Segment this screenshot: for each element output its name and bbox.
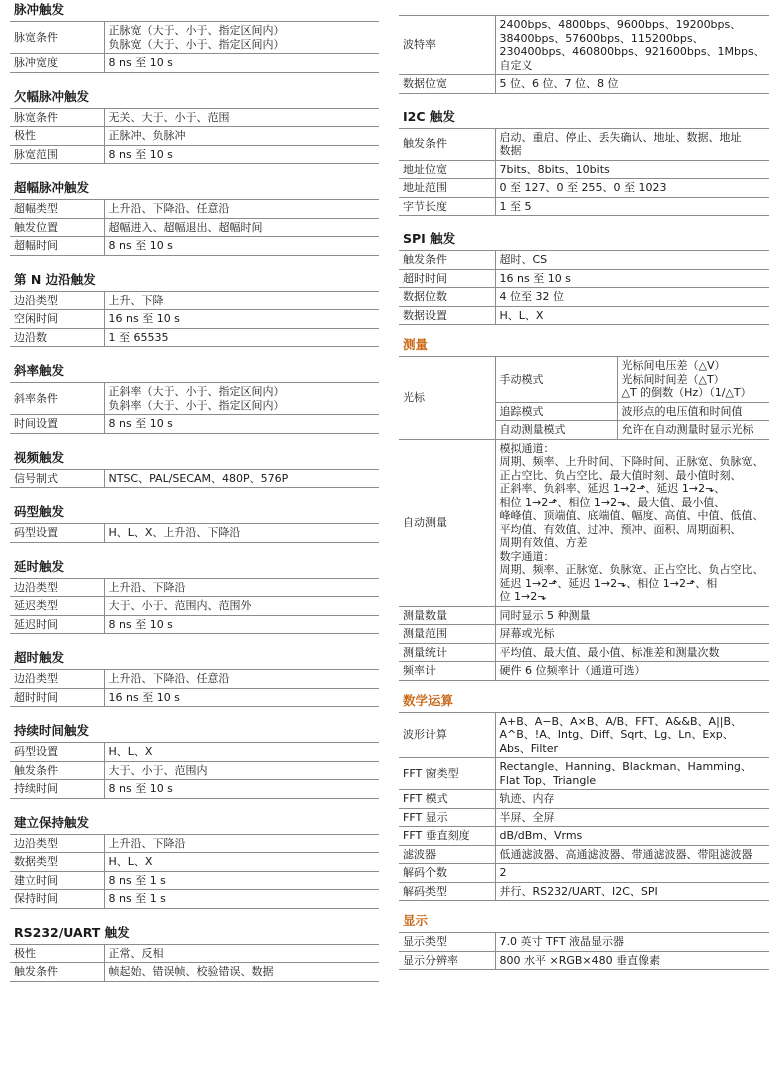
spec-table: [10, 669, 379, 707]
row-value: 800 水平 ×RGB×480 垂直像素: [495, 951, 769, 970]
table-row: [10, 54, 379, 73]
spec-table: [10, 742, 379, 799]
section-title: 欠幅脉冲触发: [14, 88, 90, 104]
row-key: 边沿数: [10, 328, 104, 347]
row-key: 触发条件: [399, 251, 495, 270]
table-row: [399, 128, 769, 160]
row-value: NTSC、PAL/SECAM、480P、576P: [104, 469, 379, 488]
row-value: H、L、X: [104, 853, 379, 872]
table-row: [10, 761, 379, 780]
spec-section: [10, 813, 379, 909]
section-title: 斜率触发: [14, 363, 65, 378]
row-key: 波形计算: [399, 712, 495, 758]
row-value: 1 至 65535: [104, 328, 379, 347]
row-key: 超幅时间: [10, 237, 104, 256]
table-row: [399, 882, 769, 901]
row-value: 正常、反相: [104, 944, 379, 963]
table-row: [10, 237, 379, 256]
table-row: [10, 524, 379, 543]
section-title: 第 N 边沿触发: [14, 271, 96, 287]
row-value: 大于、小于、范围内: [104, 761, 379, 780]
row-key: 频率计: [399, 662, 495, 681]
row-value: 帧起始、错误帧、校验错误、数据: [104, 963, 379, 982]
section-title: RS232/UART 触发: [14, 924, 130, 940]
row-value: 7bits、8bits、10bits: [495, 160, 769, 179]
table-row: [399, 251, 769, 270]
cursor-mode-value: 波形点的电压值和时间值: [617, 402, 769, 421]
display-table: [399, 932, 769, 970]
table-row: [399, 951, 769, 970]
row-key: FFT 垂直刻度: [399, 827, 495, 846]
spec-table: [10, 21, 379, 73]
table-row: [10, 578, 379, 597]
table-row: [10, 328, 379, 347]
measure-table: [399, 356, 769, 681]
spec-table: [10, 469, 379, 489]
table-row: [10, 291, 379, 310]
table-row: [399, 606, 769, 625]
row-key: 地址范围: [399, 179, 495, 198]
row-key: 数据类型: [10, 853, 104, 872]
row-value: 超时、CS: [495, 251, 769, 270]
table-row: [399, 758, 769, 790]
row-key: 码型设置: [10, 743, 104, 762]
table-row: [10, 218, 379, 237]
table-row: [10, 670, 379, 689]
table-row: [399, 933, 769, 952]
table-row: [10, 145, 379, 164]
row-value: 低通滤波器、高通滤波器、带通滤波器、带阻滤波器: [495, 845, 769, 864]
spec-table: [10, 578, 379, 635]
table-row: [399, 662, 769, 681]
section-title: 建立保持触发: [14, 814, 90, 830]
i2c-title: I2C 触发: [403, 108, 455, 124]
row-value: 8 ns 至 10 s: [104, 145, 379, 164]
row-key: 地址位宽: [399, 160, 495, 179]
row-key: 建立时间: [10, 871, 104, 890]
row-value: 半屏、全屏: [495, 808, 769, 827]
row-key: 测量范围: [399, 625, 495, 644]
row-value: 8 ns 至 10 s: [104, 54, 379, 73]
table-row: [399, 712, 769, 758]
spec-section: [10, 0, 379, 73]
row-key: 延迟时间: [10, 615, 104, 634]
spec-section: [10, 721, 379, 799]
table-row: [399, 790, 769, 809]
row-key: 保持时间: [10, 890, 104, 909]
row-key: 边沿类型: [10, 578, 104, 597]
spec-table: [10, 523, 379, 543]
row-key: 空闲时间: [10, 310, 104, 329]
table-row: [10, 834, 379, 853]
spec-section: [10, 923, 379, 982]
row-value: 大于、小于、范围内、范围外: [104, 597, 379, 616]
cursor-mode-value: 光标间电压差（△V） 光标间时间差（△T） △T 的倒数（Hz）（1/△T）: [617, 357, 769, 403]
table-row: [399, 179, 769, 198]
auto-measure-items: 模拟通道： 周期、频率、上升时间、下降时间、正脉宽、负脉宽、 正占空比、负占空比、最大值时刻、最小值时刻、 正斜率、负斜率、延迟 1→2⬏、延迟 1→2⬎、 相位 1→2⬏、相位 1→2⬎、最大值、最小值、 峰峰值、顶端值、底端值、幅度、高值、中值、低值、 平均值、有效值、过冲、预冲、面积、周期面积、 周期有效值、方差 数字通道： 周期、频率、正脉宽、负脉宽、正占空比、负占空比、 延迟 1→2⬏、延迟 1→2⬎、相位 1→2⬏、相 位 1→2⬎: [495, 439, 769, 606]
table-row: [10, 200, 379, 219]
row-key: 延迟类型: [10, 597, 104, 616]
row-key: 脉冲宽度: [10, 54, 104, 73]
row-value: 2: [495, 864, 769, 883]
row-value: 屏幕或光标: [495, 625, 769, 644]
row-key: 数据设置: [399, 306, 495, 325]
spec-section: [10, 178, 379, 256]
cursor-label: 光标: [399, 357, 495, 440]
table-row: [399, 16, 769, 75]
table-row: [10, 871, 379, 890]
table-row: [399, 306, 769, 325]
row-key: 解码个数: [399, 864, 495, 883]
row-value: 上升沿、下降沿、任意沿: [104, 200, 379, 219]
row-value: 8 ns 至 1 s: [104, 890, 379, 909]
row-value: 2400bps、4800bps、9600bps、19200bps、 38400bps、57600bps、115200bps、 230400bps、460800bps、921600bps、1Mbps、 自定义: [495, 16, 769, 75]
row-value: 8 ns 至 1 s: [104, 871, 379, 890]
row-value: 平均值、最大值、最小值、标准差和测量次数: [495, 643, 769, 662]
table-row: [10, 597, 379, 616]
spi-table: [399, 250, 769, 325]
spec-table: [10, 834, 379, 909]
row-value: 7.0 英寸 TFT 液晶显示器: [495, 933, 769, 952]
row-key: 解码类型: [399, 882, 495, 901]
table-row: [10, 108, 379, 127]
spec-section: [10, 361, 379, 434]
section-title: 超时触发: [14, 650, 65, 665]
row-key: 触发位置: [10, 218, 104, 237]
display-title: 显示: [403, 913, 429, 928]
spec-section: [10, 648, 379, 707]
row-key: 字节长度: [399, 197, 495, 216]
section-title: 视频触发: [14, 449, 65, 465]
row-key: 信号制式: [10, 469, 104, 488]
row-value: 8 ns 至 10 s: [104, 237, 379, 256]
row-value: 同时显示 5 种测量: [495, 606, 769, 625]
table-row: [10, 743, 379, 762]
cursor-mode-value: 允许在自动测量时显示光标: [617, 421, 769, 440]
spec-section: [10, 557, 379, 635]
row-value: 16 ns 至 10 s: [104, 310, 379, 329]
spec-table: [10, 199, 379, 256]
row-value: 1 至 5: [495, 197, 769, 216]
row-key: 脉宽条件: [10, 108, 104, 127]
row-value: 并行、RS232/UART、I2C、SPI: [495, 882, 769, 901]
row-key: 显示分辨率: [399, 951, 495, 970]
row-value: 0 至 127、0 至 255、0 至 1023: [495, 179, 769, 198]
row-value: 超幅进入、超幅退出、超幅时间: [104, 218, 379, 237]
section-title: 延时触发: [14, 558, 65, 574]
table-row: [10, 469, 379, 488]
table-row: [10, 383, 379, 415]
row-key: 超时时间: [10, 688, 104, 707]
table-row: [10, 963, 379, 982]
table-row: [399, 269, 769, 288]
spec-section: [10, 448, 379, 489]
row-key: 触发条件: [10, 963, 104, 982]
table-row: [399, 845, 769, 864]
row-value: 上升沿、下降沿、任意沿: [104, 670, 379, 689]
math-title: 数学运算: [403, 692, 454, 708]
row-value: dB/dBm、Vrms: [495, 827, 769, 846]
table-row: [10, 127, 379, 146]
row-value: 8 ns 至 10 s: [104, 615, 379, 634]
spec-table: [10, 108, 379, 165]
row-value: 5 位、6 位、7 位、8 位: [495, 75, 769, 94]
cursor-mode: 追踪模式: [495, 402, 617, 421]
table-row: [399, 197, 769, 216]
rs232-continued-table: [399, 15, 769, 94]
table-row: [10, 310, 379, 329]
table-row: [399, 160, 769, 179]
row-value: 轨迹、内存: [495, 790, 769, 809]
row-key: 边沿类型: [10, 670, 104, 689]
spec-table: [10, 291, 379, 348]
row-key: 测量数量: [399, 606, 495, 625]
table-row: [399, 439, 769, 606]
row-value: 无关、大于、小于、范围: [104, 108, 379, 127]
row-key: 极性: [10, 944, 104, 963]
spec-section: [10, 87, 379, 165]
i2c-table: [399, 128, 769, 217]
right-column: [399, 0, 769, 970]
row-value: 硬件 6 位频率计（通道可选）: [495, 662, 769, 681]
row-key: 数据位宽: [399, 75, 495, 94]
row-value: 正脉宽（大于、小于、指定区间内） 负脉宽（大于、小于、指定区间内）: [104, 22, 379, 54]
row-key: FFT 窗类型: [399, 758, 495, 790]
table-row: [399, 643, 769, 662]
row-key: 极性: [10, 127, 104, 146]
cursor-mode: 自动测量模式: [495, 421, 617, 440]
section-title: 超幅脉冲触发: [14, 180, 90, 195]
section-title: 持续时间触发: [14, 723, 90, 738]
table-row: [399, 625, 769, 644]
row-key: 测量统计: [399, 643, 495, 662]
row-key: 滤波器: [399, 845, 495, 864]
spec-table: [10, 944, 379, 982]
row-value: H、L、X: [104, 743, 379, 762]
table-row: [399, 75, 769, 94]
row-value: 上升、下降: [104, 291, 379, 310]
table-row: [10, 415, 379, 434]
spec-table: [10, 382, 379, 434]
row-key: 超幅类型: [10, 200, 104, 219]
row-key: 超时时间: [399, 269, 495, 288]
row-value: 4 位至 32 位: [495, 288, 769, 307]
row-value: 正脉冲、负脉冲: [104, 127, 379, 146]
section-title: 脉冲触发: [14, 2, 65, 17]
row-value: 启动、重启、停止、丢失确认、地址、数据、地址 数据: [495, 128, 769, 160]
spi-title: SPI 触发: [403, 231, 456, 246]
table-row: [10, 853, 379, 872]
table-row: [399, 864, 769, 883]
row-key: 时间设置: [10, 415, 104, 434]
row-key: 数据位数: [399, 288, 495, 307]
row-value: H、L、X、上升沿、下降沿: [104, 524, 379, 543]
row-value: 正斜率（大于、小于、指定区间内） 负斜率（大于、小于、指定区间内）: [104, 383, 379, 415]
row-key: 斜率条件: [10, 383, 104, 415]
table-row: [399, 357, 769, 403]
row-value: 8 ns 至 10 s: [104, 415, 379, 434]
row-key: 触发条件: [399, 128, 495, 160]
row-key: 脉宽范围: [10, 145, 104, 164]
table-row: [10, 780, 379, 799]
row-value: 16 ns 至 10 s: [495, 269, 769, 288]
row-value: 上升沿、下降沿: [104, 834, 379, 853]
row-key: 持续时间: [10, 780, 104, 799]
table-row: [399, 288, 769, 307]
row-key: 脉宽条件: [10, 22, 104, 54]
table-row: [10, 615, 379, 634]
row-value: 16 ns 至 10 s: [104, 688, 379, 707]
row-key: 边沿类型: [10, 834, 104, 853]
table-row: [399, 808, 769, 827]
table-row: [10, 890, 379, 909]
table-row: [399, 827, 769, 846]
row-key: 波特率: [399, 16, 495, 75]
row-value: Rectangle、Hanning、Blackman、Hamming、 Flat Top、Triangle: [495, 758, 769, 790]
table-row: [10, 944, 379, 963]
spec-section: [10, 270, 379, 348]
row-value: 8 ns 至 10 s: [104, 780, 379, 799]
spec-section: [10, 502, 379, 543]
section-title: 码型触发: [14, 504, 65, 519]
row-value: A+B、A−B、A×B、A/B、FFT、A&&B、A||B、 A^B、!A、Intg、Diff、Sqrt、Lg、Ln、Exp、 Abs、Filter: [495, 712, 769, 758]
row-key: FFT 显示: [399, 808, 495, 827]
math-table: [399, 712, 769, 902]
row-key: 触发条件: [10, 761, 104, 780]
auto-measure-label: 自动测量: [399, 439, 495, 606]
row-key: 码型设置: [10, 524, 104, 543]
cursor-mode: 手动模式: [495, 357, 617, 403]
table-row: [10, 22, 379, 54]
row-value: H、L、X: [495, 306, 769, 325]
row-key: 显示类型: [399, 933, 495, 952]
row-key: FFT 模式: [399, 790, 495, 809]
measure-title: 测量: [403, 337, 429, 352]
row-key: 边沿类型: [10, 291, 104, 310]
left-column: [10, 0, 379, 982]
table-row: [10, 688, 379, 707]
row-value: 上升沿、下降沿: [104, 578, 379, 597]
